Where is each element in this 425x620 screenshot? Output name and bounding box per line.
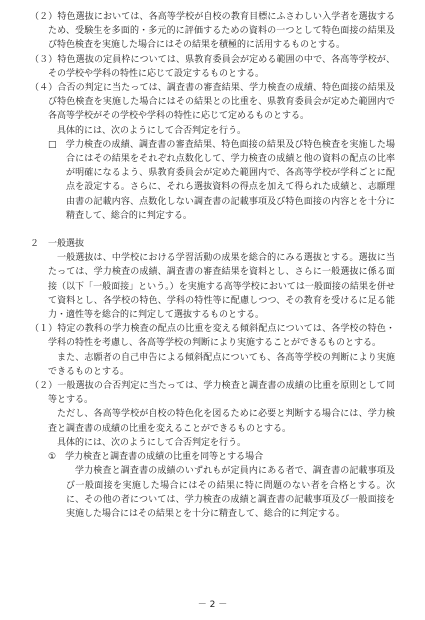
paragraph-concrete-method-1: 具体的には、次のようにして合否判定を行う。 bbox=[57, 125, 247, 136]
section-gap bbox=[30, 223, 395, 237]
paragraph-3-2-however: ただし、各高等学校が自校の特色化を図るために必要と判断する場合には、学力検査と調査書の成績の比重を変えることができるものとする。 bbox=[48, 409, 395, 434]
page-number: － 2 － bbox=[197, 600, 228, 610]
paragraph-checkbox-item: □ 学力検査の成績、調査書の審査結果、特色面接の結果及び特色検査を実施した場合にはその結果をそれぞれ点数化して、学力検査の成績と他の資料の配点の比率が明確になるよう、県教育委員会が定めた範囲内で、各高等学校が学科ごとに配点を設定する。さらに、それら選抜資料の得点を加えて得られた成績と、志願理由書の記載内容、点数化しない調査書の記載事項及び特色面接の内容とを十分に精査して、総合的に判定する。 bbox=[48, 139, 395, 221]
paragraph-circle-1-heading: ① 学力検査と調査書の成績の比重を同等とする場合 bbox=[48, 452, 264, 463]
paragraph-3-1: （１）特定の教科の学力検査の配点の比重を変える傾斜配点については、各学校の特色・学科の特性を考慮し、各高等学校の判断により実施することができるものとする。 bbox=[30, 324, 395, 349]
paragraph-3-1-also: また、志願者の自己申告による傾斜配点についても、各高等学校の判断により実施できるものとする。 bbox=[48, 352, 395, 377]
paragraph-general-selection-intro: 一般選抜は、中学校における学習活動の成果を総合的にみる選抜とする。選抜に当たっては、学力検査の成績、調査書の審査結果を資料とし、さらに一般選抜に係る面接（以下「一般面接」という。）を実施する高等学校においては一般面接の結果を併せて資料とし、各学校の特色、学科の特性等に配慮しつつ、その教育を受けるに足る能力・適性等を総合的に判定して選抜するものとする。 bbox=[48, 253, 395, 321]
paragraph-2-3: （３）特色選抜の定員枠については、県教育委員会が定める範囲の中で、各高等学校が、その学校や学科の特性に応じて設定するものとする。 bbox=[30, 54, 395, 79]
paragraph-concrete-method-2: 具体的には、次のようにして合否判定を行う。 bbox=[57, 437, 247, 448]
paragraph-2-2: （２）特色選抜においては、各高等学校が自校の教育目標にふさわしい入学者を選抜するため、受験生を多面的・多元的に評価するための資料の一つとして特色面接の結果及び特色検査を実施した場合にはその結果を積極的に活用するものとする。 bbox=[30, 12, 395, 51]
section-heading-general-selection: ２ 一般選抜 bbox=[30, 239, 85, 250]
paragraph-2-4: （４）合否の判定に当たっては、調査書の審査結果、学力検査の成績、特色面接の結果及び特色検査を実施した場合にはその結果との比重を、県教育委員会が定めた範囲内で各高等学校がその学校や学科の特性に応じて定めるものとする。 bbox=[30, 83, 395, 122]
paragraph-3-2: （２）一般選抜の合否判定に当たっては、学力検査と調査書の成績の比重を原則として同等とする。 bbox=[30, 381, 395, 406]
paragraph-circle-1-body: 学力検査と調査書の成績のいずれもが定員内にある者で、調査書の記載事項及び一般面接を実施した場合にはその結果に特に問題のない者を合格とする。次に、その他の者については、学力検査の成績と調査書の記載事項及び一般面接を実施した場合にはその結果とを十分に精査して、総合的に判定する。 bbox=[66, 466, 395, 519]
